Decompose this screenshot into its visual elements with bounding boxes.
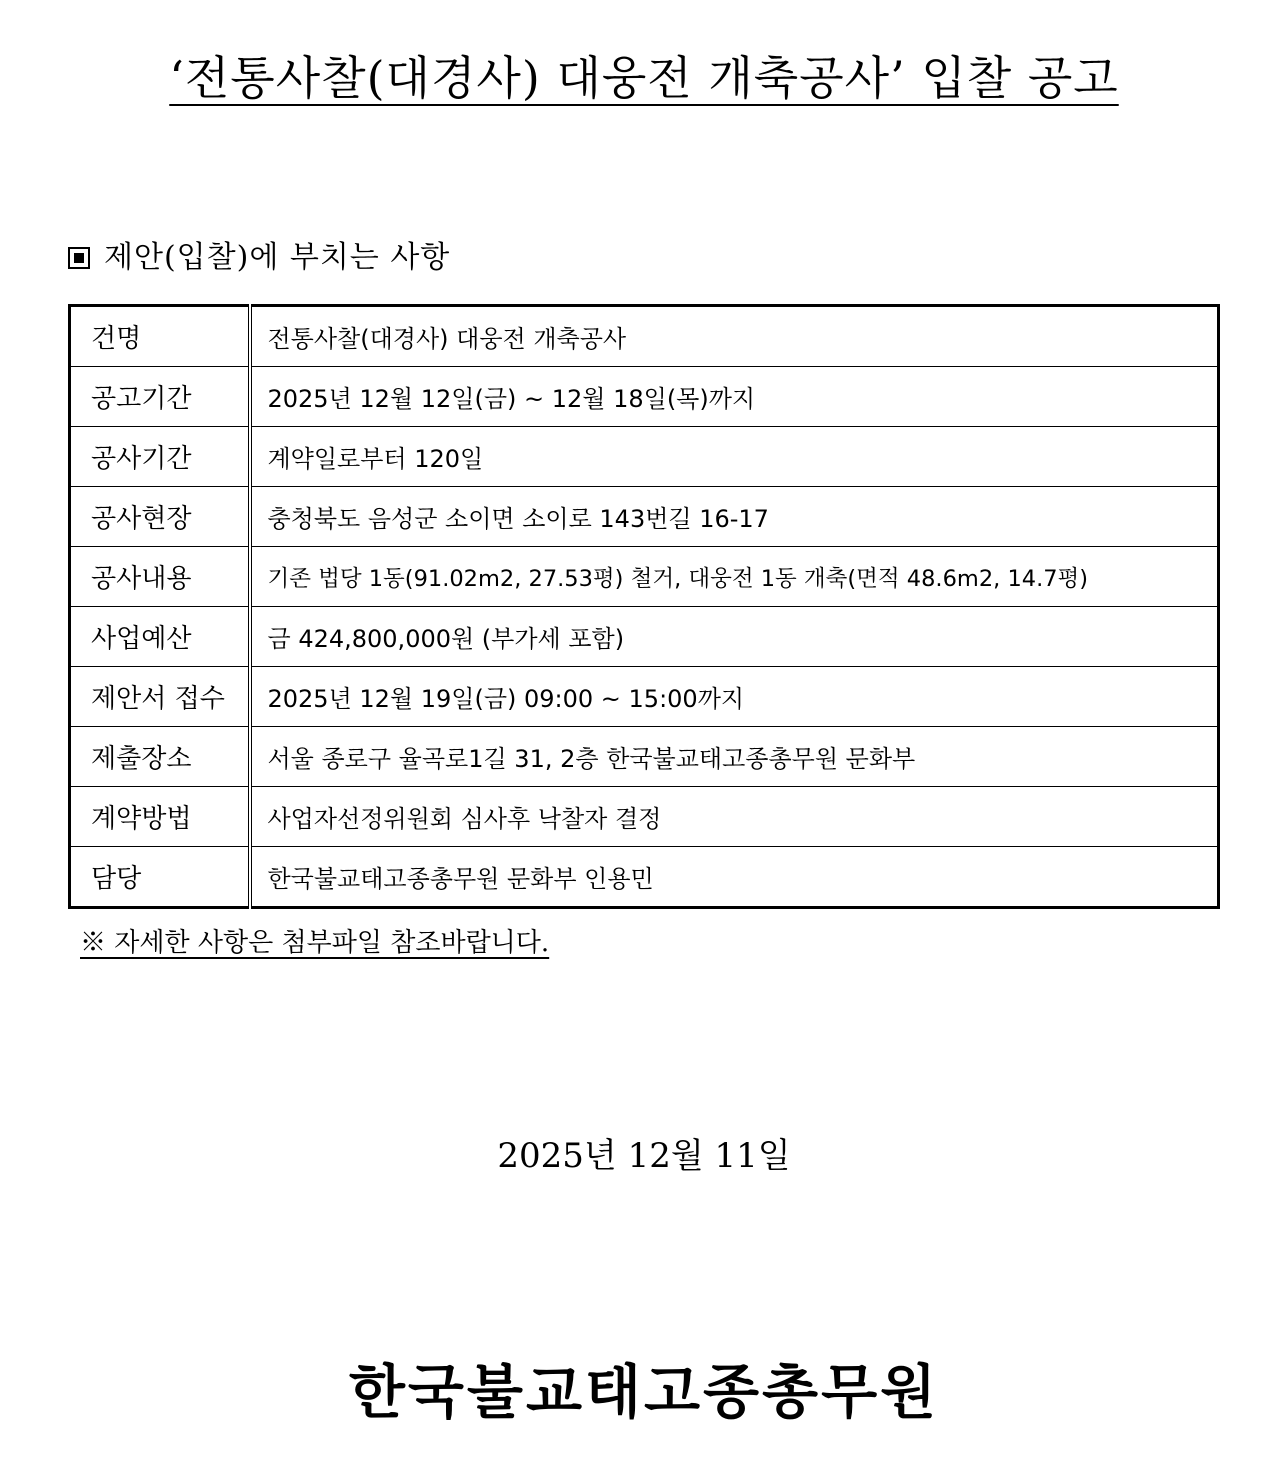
row-value: 사업자선정위원회 심사후 낙찰자 결정	[250, 787, 1219, 847]
row-value: 계약일로부터 120일	[250, 427, 1219, 487]
row-label: 사업예산	[70, 607, 250, 667]
document-title-wrap	[0, 42, 1288, 108]
row-value: 2025년 12월 19일(금) 09:00 ~ 15:00까지	[250, 667, 1219, 727]
row-label: 공고기간	[70, 367, 250, 427]
row-value: 한국불교태고종총무원 문화부 인용민	[250, 847, 1219, 908]
row-label: 계약방법	[70, 787, 250, 847]
table-row	[70, 607, 1219, 667]
table-row	[70, 367, 1219, 427]
document-title: ‘전통사찰(대경사) 대웅전 개축공사’ 입찰 공고	[169, 51, 1119, 105]
notice-date: 2025년 12월 11일	[497, 1136, 791, 1176]
row-value: 2025년 12월 12일(금) ~ 12월 18일(목)까지	[250, 367, 1219, 427]
table-row	[70, 667, 1219, 727]
row-label: 담당	[70, 847, 250, 908]
table-row	[70, 306, 1219, 367]
table-row	[70, 727, 1219, 787]
table-row	[70, 847, 1219, 908]
section-heading	[68, 232, 450, 276]
row-value: 금 424,800,000원 (부가세 포함)	[250, 607, 1219, 667]
row-label: 공사내용	[70, 547, 250, 607]
row-value: 충청북도 음성군 소이면 소이로 143번길 16-17	[250, 487, 1219, 547]
row-label: 공사기간	[70, 427, 250, 487]
table-row	[70, 427, 1219, 487]
table-row	[70, 487, 1219, 547]
row-value: 기존 법당 1동(91.02m2, 27.53평) 철거, 대웅전 1동 개축(면적 48.6m2, 14.7평)	[250, 547, 1219, 607]
attachment-note: ※ 자세한 사항은 첨부파일 참조바랍니다.	[80, 928, 550, 958]
row-label: 건명	[70, 306, 250, 367]
table-row	[70, 547, 1219, 607]
square-bullet-icon	[68, 247, 90, 269]
row-value: 전통사찰(대경사) 대웅전 개축공사	[250, 306, 1219, 367]
table-row	[70, 787, 1219, 847]
row-value: 서울 종로구 율곡로1길 31, 2층 한국불교태고종총무원 문화부	[250, 727, 1219, 787]
section-heading-text: 제안(입찰)에 부치는 사항	[104, 240, 451, 275]
row-label: 제안서 접수	[70, 667, 250, 727]
row-label: 제출장소	[70, 727, 250, 787]
organization-name: 한국불교태고종총무원	[348, 1358, 940, 1426]
row-label: 공사현장	[70, 487, 250, 547]
bid-info-table	[68, 304, 1220, 909]
